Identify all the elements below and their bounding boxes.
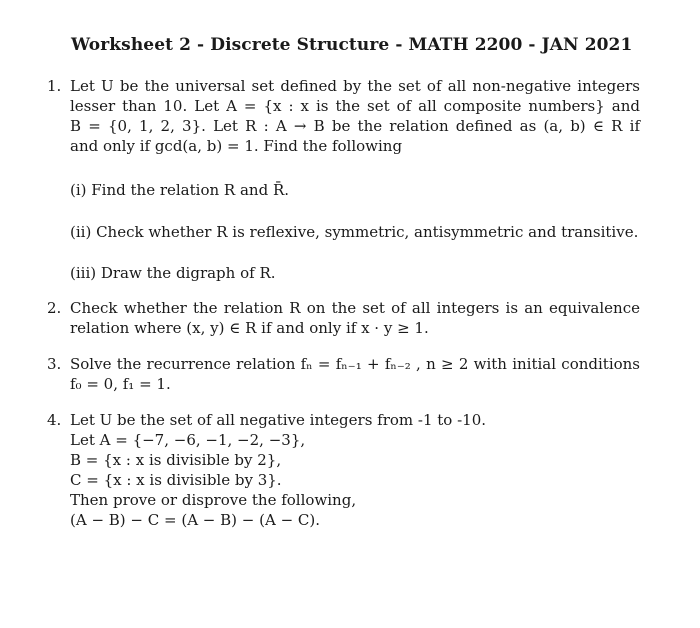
problem-number: 2. bbox=[47, 299, 62, 317]
problem-1-part-i: (i) Find the relation R and R̄. bbox=[70, 181, 290, 199]
problem-line: B = {0, 1, 2, 3}. Let R : A → B be the relation defined as (a, b) ∈ R if bbox=[70, 117, 640, 135]
problem-line: Let U be the universal set defined by the set of all non-negative integers bbox=[70, 77, 640, 95]
problem-line: C = {x : x is divisible by 3}. bbox=[70, 471, 282, 489]
problem-1-part-iii: (iii) Draw the digraph of R. bbox=[70, 264, 276, 282]
problem-line: and only if gcd(a, b) = 1. Find the following bbox=[70, 137, 403, 155]
worksheet-title: Worksheet 2 - Discrete Structure - MATH 2200 - JAN 2021 bbox=[71, 35, 633, 55]
problem-line: Let U be the set of all negative integers from -1 to -10. bbox=[70, 411, 487, 429]
problem-line: f₀ = 0, f₁ = 1. bbox=[70, 375, 171, 393]
problem-line: lesser than 10. Let A = {x : x is the set of all composite numbers} and bbox=[70, 97, 640, 115]
problem-body bbox=[70, 298, 640, 338]
problem-number: 3. bbox=[47, 355, 62, 373]
problem-line: relation where (x, y) ∈ R if and only if x · y ≥ 1. bbox=[70, 319, 429, 337]
problem-line: Then prove or disprove the following, bbox=[70, 491, 357, 509]
problem-line: (A − B) − C = (A − B) − (A − C). bbox=[70, 511, 321, 529]
problem-1-part-ii: (ii) Check whether R is reflexive, symmetric, antisymmetric and transitive. bbox=[70, 223, 639, 241]
problem-body bbox=[70, 354, 640, 394]
problem-line: Solve the recurrence relation fₙ = fₙ₋₁ + fₙ₋₂ , n ≥ 2 with initial conditions bbox=[70, 355, 640, 373]
problem-line: Let A = {−7, −6, −1, −2, −3}, bbox=[70, 431, 306, 449]
problem-number: 4. bbox=[47, 411, 62, 429]
problem-number: 1. bbox=[47, 77, 62, 95]
problem-line: B = {x : x is divisible by 2}, bbox=[70, 451, 282, 469]
problem-body bbox=[70, 410, 640, 530]
problem-body bbox=[70, 76, 640, 156]
problem-line: Check whether the relation R on the set of all integers is an equivalence bbox=[70, 299, 640, 317]
